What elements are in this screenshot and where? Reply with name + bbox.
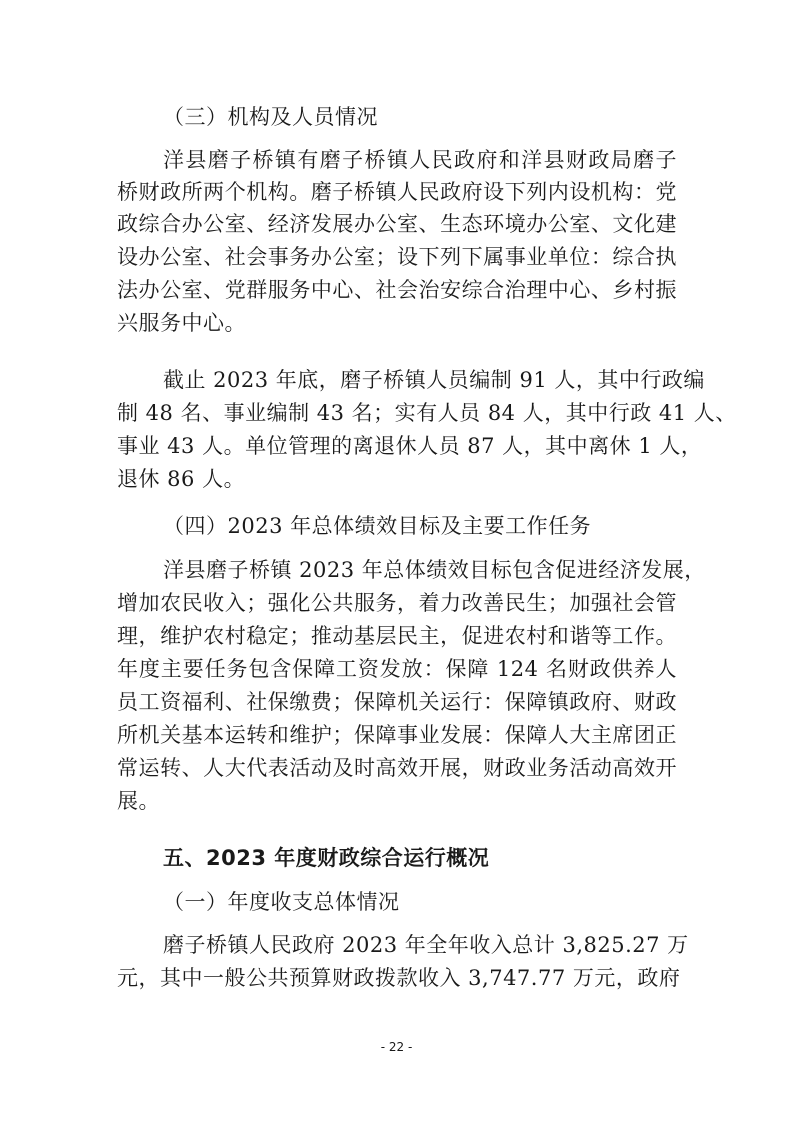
paragraph-line: 磨子桥镇人民政府 2023 年全年收入总计 3,825.27 万 — [163, 933, 689, 957]
paragraph-line: 所机关基本运转和维护；保障事业发展：保障人大主席团正 — [117, 723, 677, 747]
paragraph-line: 理，维护农村稳定；推动基层民主，促进农村和谐等工作。 — [117, 624, 677, 648]
page-number: - 22 - — [380, 1040, 413, 1054]
paragraph-line: 设办公室、社会事务办公室；设下列下属事业单位：综合执 — [117, 245, 677, 269]
paragraph-line: 增加农民收入；强化公共服务，着力改善民生；加强社会管 — [117, 591, 677, 615]
paragraph-line: 政综合办公室、经济发展办公室、生态环境办公室、文化建 — [117, 212, 677, 236]
paragraph-line: 常运转、人大代表活动及时高效开展，财政业务活动高效开 — [117, 756, 677, 780]
paragraph-line: 年度主要任务包含保障工资发放：保障 124 名财政供养人 — [117, 657, 677, 681]
paragraph-line: 事业 43 人。单位管理的离退休人员 87 人，其中离休 1 人， — [117, 434, 703, 458]
paragraph-line: 员工资福利、社保缴费；保障机关运行：保障镇政府、财政 — [117, 690, 677, 714]
paragraph-line: 展。 — [117, 789, 160, 813]
paragraph-line: 元，其中一般公共预算财政拨款收入 3,747.77 万元，政府 — [117, 966, 681, 990]
subheading-performance-goals: （四）2023 年总体绩效目标及主要工作任务 — [163, 514, 592, 538]
paragraph-line: 退休 86 人。 — [117, 467, 246, 491]
paragraph-line: 桥财政所两个机构。磨子桥镇人民政府设下列内设机构：党 — [117, 180, 677, 204]
subheading-revenue-expenditure: （一）年度收支总体情况 — [163, 890, 400, 914]
paragraph-line: 洋县磨子桥镇 2023 年总体绩效目标包含促进经济发展， — [163, 558, 706, 582]
paragraph-line: 法办公室、党群服务中心、社会治安综合治理中心、乡村振 — [117, 278, 677, 302]
section-heading: 五、2023 年度财政综合运行概况 — [163, 846, 490, 870]
paragraph-line: 截止 2023 年底，磨子桥镇人员编制 91 人，其中行政编 — [163, 368, 705, 392]
paragraph-line: 洋县磨子桥镇有磨子桥镇人民政府和洋县财政局磨子 — [163, 148, 677, 172]
subheading-institutions: （三）机构及人员情况 — [163, 105, 378, 129]
paragraph-line: 兴服务中心。 — [117, 311, 246, 335]
paragraph-line: 制 48 名、事业编制 43 名；实有人员 84 人，其中行政 41 人、 — [117, 401, 737, 425]
